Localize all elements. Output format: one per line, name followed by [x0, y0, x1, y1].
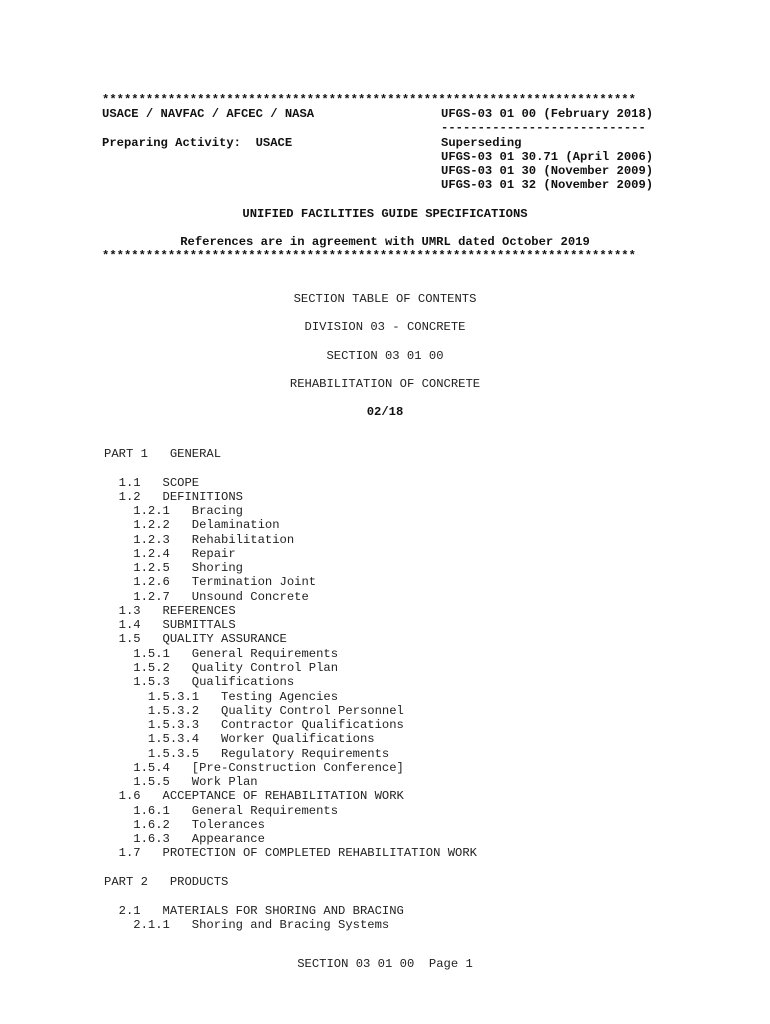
header-superseding-label: Superseding: [441, 136, 522, 150]
toc-entry[interactable]: 1.5 QUALITY ASSURANCE: [104, 632, 287, 647]
toc-entry[interactable]: PART 2 PRODUCTS: [104, 874, 229, 889]
toc-entry[interactable]: 2.1.1 Shoring and Bracing Systems: [104, 917, 390, 932]
toc-entry[interactable]: 1.5.4 [Pre-Construction Conference]: [104, 760, 404, 775]
toc-entry[interactable]: 2.1 MATERIALS FOR SHORING AND BRACING: [104, 903, 404, 918]
toc-entry[interactable]: 1.1 SCOPE: [104, 475, 200, 490]
toc-entry[interactable]: 1.5.3.2 Quality Control Personnel: [104, 703, 404, 718]
section-number: SECTION 03 01 00: [326, 349, 444, 363]
toc-entry[interactable]: 1.5.1 General Requirements: [104, 646, 339, 661]
header-stars-top: *************************************************************************: [102, 93, 636, 107]
section-division: DIVISION 03 - CONCRETE: [304, 320, 466, 334]
section-date: 02/18: [366, 405, 404, 419]
section-name: REHABILITATION OF CONCRETE: [289, 377, 481, 391]
toc-entry[interactable]: 1.2 DEFINITIONS: [104, 489, 243, 504]
toc-entry[interactable]: PART 1 GENERAL: [104, 447, 222, 461]
toc-entry[interactable]: 1.7 PROTECTION OF COMPLETED REHABILITATION WORK: [104, 846, 477, 861]
toc-entry[interactable]: 1.5.2 Quality Control Plan: [104, 660, 339, 675]
toc-entry[interactable]: 1.5.3.4 Worker Qualifications: [104, 732, 375, 747]
header-preparing-activity: Preparing Activity: USACE: [102, 136, 293, 150]
toc-entry[interactable]: 1.5.3.5 Regulatory Requirements: [104, 746, 390, 761]
header-stars-bottom: *************************************************************************: [102, 249, 636, 263]
toc-entry[interactable]: 1.5.3 Qualifications: [104, 675, 295, 690]
toc-entry[interactable]: 1.3 REFERENCES: [104, 603, 236, 618]
header-org: USACE / NAVFAC / AFCEC / NASA: [102, 107, 315, 121]
toc-entry[interactable]: 1.5.3.3 Contractor Qualifications: [104, 718, 404, 733]
section-toc-title: SECTION TABLE OF CONTENTS: [293, 292, 477, 306]
table-of-contents: [104, 447, 477, 932]
toc-entry[interactable]: 1.6 ACCEPTANCE OF REHABILITATION WORK: [104, 789, 404, 804]
toc-entry[interactable]: 1.5.3.1 Testing Agencies: [104, 689, 339, 704]
toc-entry[interactable]: 1.2.5 Shoring: [104, 561, 243, 576]
toc-entry[interactable]: 1.2.3 Rehabilitation: [104, 532, 295, 547]
header-superseded-item: UFGS-03 01 32 (November 2009): [441, 178, 654, 192]
toc-entry[interactable]: 1.2.4 Repair: [104, 546, 236, 561]
toc-entry[interactable]: 1.6.2 Tolerances: [104, 817, 265, 832]
toc-entry[interactable]: 1.6.1 General Requirements: [104, 803, 339, 818]
toc-entry[interactable]: 1.2.7 Unsound Concrete: [104, 589, 309, 604]
header-title: UNIFIED FACILITIES GUIDE SPECIFICATIONS: [242, 207, 528, 221]
toc-entry[interactable]: 1.2.6 Termination Joint: [104, 575, 317, 590]
toc-entry[interactable]: 1.6.3 Appearance: [104, 832, 265, 847]
header-superseded-item: UFGS-03 01 30.71 (April 2006): [441, 150, 654, 164]
header-ufgs-number: UFGS-03 01 00 (February 2018): [441, 107, 654, 121]
toc-entry[interactable]: 1.4 SUBMITTALS: [104, 618, 236, 633]
header-underline: ----------------------------: [441, 121, 646, 135]
header-superseded-item: UFGS-03 01 30 (November 2009): [441, 164, 654, 178]
toc-entry[interactable]: 1.2.2 Delamination: [104, 518, 280, 533]
header-references-note: References are in agreement with UMRL dated October 2019: [180, 235, 590, 249]
toc-entry[interactable]: 1.5.5 Work Plan: [104, 775, 258, 790]
toc-entry[interactable]: 1.2.1 Bracing: [104, 504, 243, 519]
page-footer: SECTION 03 01 00 Page 1: [297, 957, 473, 971]
